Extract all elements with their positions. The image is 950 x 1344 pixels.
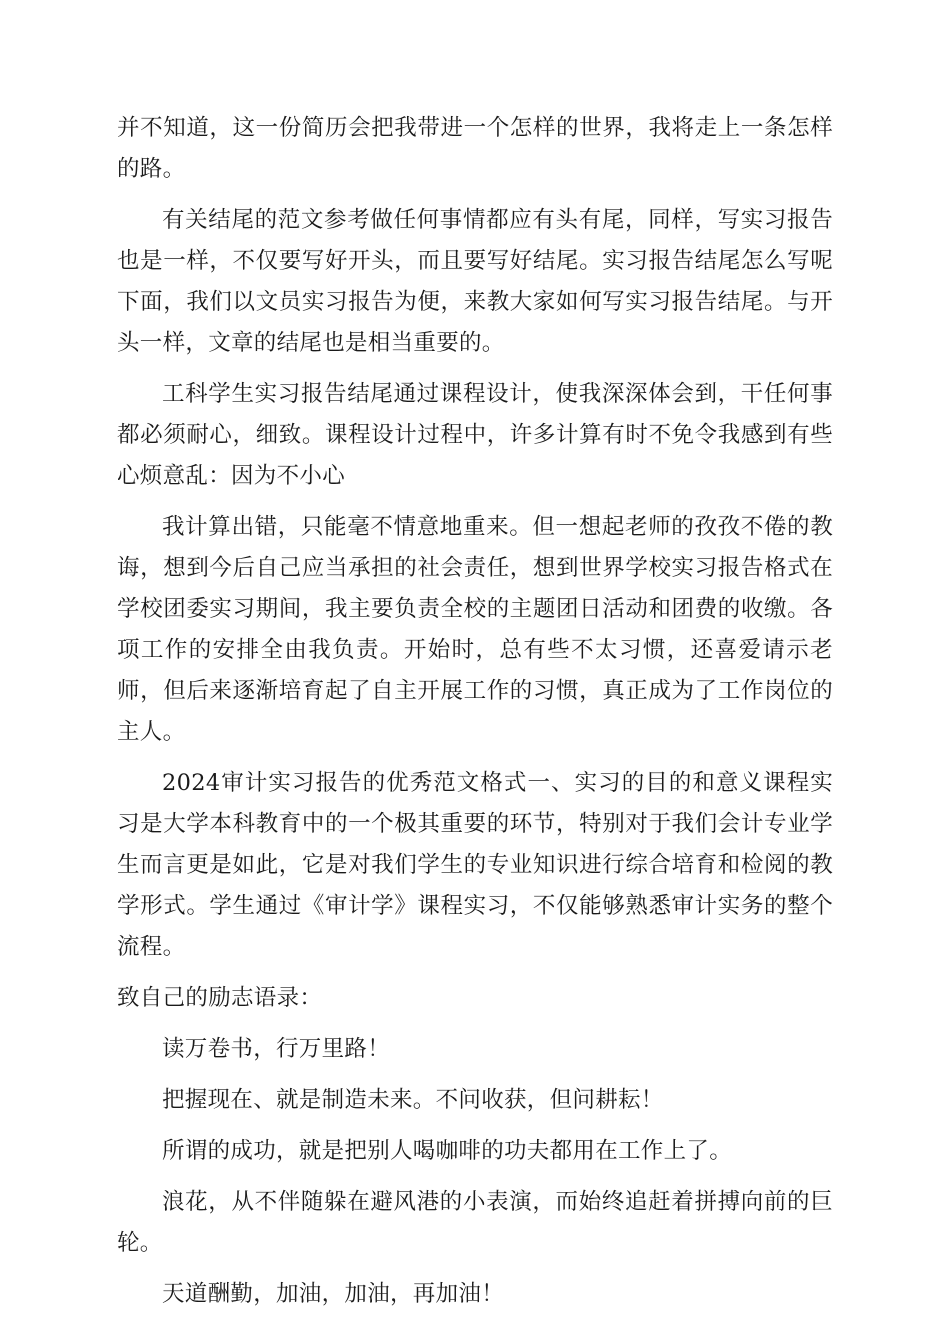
document-body xyxy=(117,108,833,1325)
quote-5: 天道酬勤，加油，加油，再加油！ xyxy=(162,1281,505,1307)
paragraph-2: 有关结尾的范文参考做任何事情都应有头有尾，同样，写实习报告也是一样，不仅要写好开头，而且要写好结尾。实习报告结尾怎么写呢下面，我们以文员实习报告为便，来教大家如何写实习报告结尾。与开头一样，文章的结尾也是相当重要的。 xyxy=(117,207,833,356)
paragraph-5: 2024审计实习报告的优秀范文格式一、实习的目的和意义课程实习是大学本科教育中的一个极其重要的环节，特别对于我们会计专业学生而言更是如此，它是对我们学生的专业知识进行综合培育和检阅的教学形式。学生通过《审计学》课程实习，不仅能够熟悉审计实务的整个流程。 xyxy=(117,770,833,960)
quote-3: 所谓的成功，就是把别人喝咖啡的功夫都用在工作上了。 xyxy=(162,1138,733,1164)
paragraph-1: 并不知道，这一份简历会把我带进一个怎样的世界，我将走上一条怎样的路。 xyxy=(117,115,833,182)
quotes-heading: 致自己的励志语录： xyxy=(117,985,323,1011)
quote-4: 浪花，从不伴随躲在避风港的小表演，而始终追赶着拼搏向前的巨轮。 xyxy=(117,1189,833,1256)
paragraph-4: 我计算出错，只能毫不情意地重来。但一想起老师的孜孜不倦的教诲，想到今后自己应当承担的社会责任，想到世界学校实习报告格式在学校团委实习期间，我主要负责全校的主题团日活动和团费的收缴。各项工作的安排全由我负责。开始时，总有些不太习惯，还喜爱请示老师，但后来逐渐培育起了自主开展工作的习惯，真正成为了工作岗位的主人。 xyxy=(117,514,833,745)
quote-2: 把握现在、就是制造未来。不问收获，但问耕耘！ xyxy=(162,1087,664,1113)
quote-1: 读万卷书，行万里路！ xyxy=(162,1036,391,1062)
paragraph-3: 工科学生实习报告结尾通过课程设计，使我深深体会到，干任何事都必须耐心，细致。课程设计过程中，许多计算有时不免令我感到有些心烦意乱：因为不小心 xyxy=(117,381,833,489)
